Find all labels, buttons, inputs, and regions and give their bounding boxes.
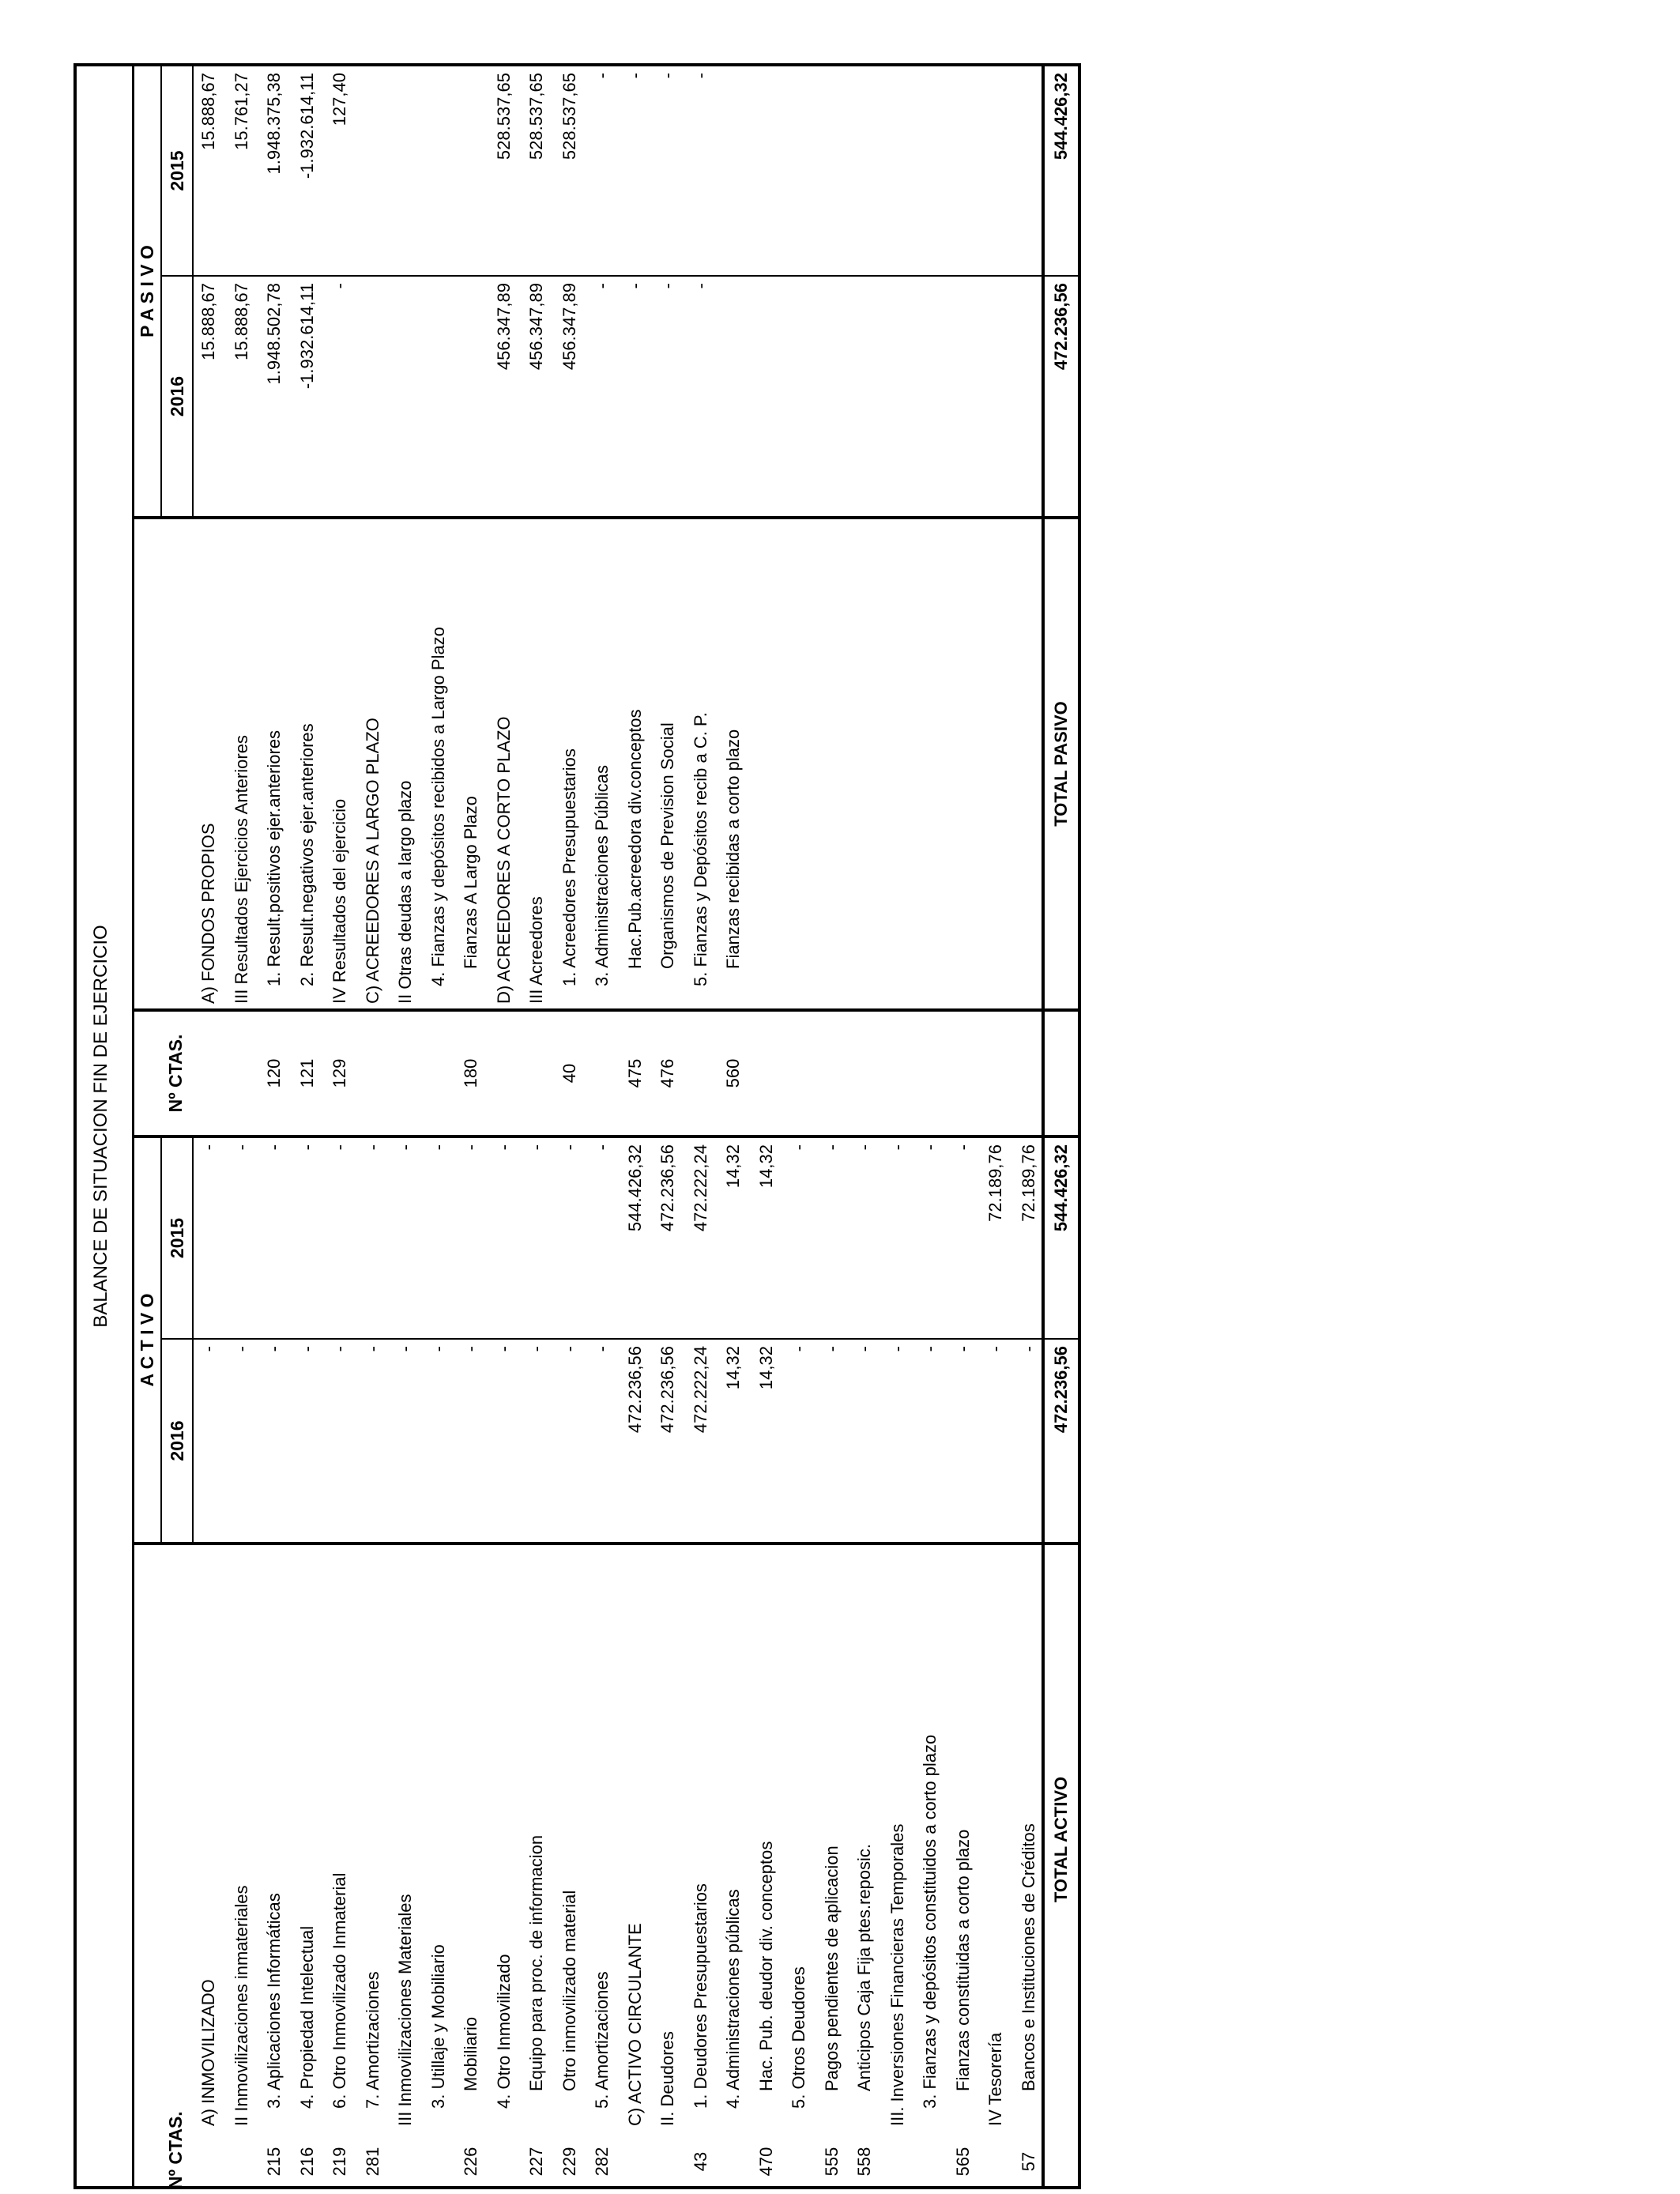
pasivo-2016-header: 2016 [167,375,187,417]
activo-row-2016: - [231,1346,251,1352]
pasivo-row-account [390,1012,420,1135]
pasivo-row-account [686,1012,716,1135]
activo-row-account: 281 [362,2147,382,2177]
activo-row-account [784,2134,814,2189]
activo-row-description: Anticipos Caja Fija ptes.reposic. [854,1843,874,2091]
pasivo-row-description: II Otras deudas a largo plazo [395,780,415,1004]
pasivo-row-account [489,1012,519,1135]
activo-row-2016: 14,32 [755,1346,776,1390]
activo-row-account [718,2134,748,2189]
pasivo-row-description: 3. Administraciones Públicas [592,764,612,986]
activo-row-description: 5. Amortizaciones [592,1971,612,2109]
pasivo-row-account [358,1012,388,1135]
activo-row-2016: - [330,1346,349,1352]
pasivo-row-2015: 15.761,27 [231,73,251,150]
activo-row-description: 3. Fianzas y depósitos constituidos a corto plazo [920,1734,940,2109]
activo-row-2015: 14,32 [723,1144,743,1189]
balance-sheet-page [73,63,1081,2189]
activo-row-account [424,2134,454,2189]
pasivo-row-description: Fianzas A Largo Plazo [461,796,480,969]
activo-row-description: A) INMOVILIZADO [198,1979,218,2126]
activo-row-2016: - [789,1346,808,1352]
activo-row-2016: 14,32 [723,1346,743,1390]
activo-row-2015: - [789,1144,808,1151]
pasivo-row-account [227,1012,257,1135]
activo-row-2016: - [559,1346,579,1352]
activo-row-2016: 472.236,56 [624,1346,645,1434]
activo-row-2015: - [821,1144,842,1151]
activo-row-2015: - [854,1144,874,1151]
pasivo-row-account: 129 [330,1058,349,1088]
activo-row-description: III. Inversiones Financieras Temporales [887,1823,907,2126]
pasivo-row-2016 [358,283,388,516]
pasivo-total-2015: 544.426,32 [1051,73,1071,160]
activo-row-2015: - [952,1144,973,1151]
activo-row-account: 565 [952,2147,973,2177]
activo-row-account: 219 [330,2147,349,2177]
activo-row-2015: - [526,1144,546,1151]
activo-row-2016: - [461,1346,480,1352]
pasivo-total-2016: 472.236,56 [1051,283,1071,371]
activo-row-2015: - [920,1144,940,1151]
activo-row-account: 57 [1018,2151,1038,2172]
activo-row-description: Bancos e Instituciones de Créditos [1018,1823,1038,2091]
pasivo-row-2015: - [657,73,677,79]
activo-row-account [653,2134,683,2189]
pasivo-row-account [522,1012,552,1135]
activo-account-header: Nº CTAS. [165,2111,186,2189]
activo-row-2015: 72.189,76 [985,1144,1005,1222]
activo-row-2015: - [461,1144,480,1151]
activo-row-2015: 472.222,24 [690,1144,710,1232]
pasivo-row-2015: 528.537,65 [493,73,514,160]
activo-row-2015: - [592,1144,612,1151]
pasivo-row-2015 [456,73,486,275]
activo-row-account: 229 [559,2147,579,2177]
pasivo-row-description: III Resultados Ejercicios Anteriores [231,735,251,1004]
pasivo-row-description: D) ACREEDORES A CORTO PLAZO [493,716,514,1004]
border-right [73,63,1081,66]
activo-row-account: 43 [690,2151,710,2172]
activo-row-description: Equipo para proc. de informacion [526,1834,546,2091]
pasivo-row-description: C) ACREEDORES A LARGO PLAZO [362,718,382,1004]
activo-row-2015: - [330,1144,349,1151]
activo-row-2016: - [493,1346,514,1352]
activo-row-description: II. Deudores [657,2031,677,2126]
pasivo-row-2015: 15.888,67 [198,73,218,150]
pasivo-row-account [424,1012,454,1135]
pasivo-row-2016: 1.948.502,78 [264,283,284,385]
pasivo-row-account: 560 [723,1058,743,1088]
activo-row-2016: - [296,1346,317,1352]
pasivo-row-2016 [718,283,748,516]
activo-row-account [489,2134,519,2189]
pasivo-row-2016: 456.347,89 [526,283,546,371]
activo-row-description: Mobiliario [461,2016,480,2091]
pasivo-row-2015: -1.932.614,11 [296,73,317,179]
activo-row-2015: - [559,1144,579,1151]
activo-row-description: 1. Deudores Presupuestarios [690,1883,710,2109]
activo-row-2016: - [592,1346,612,1352]
activo-row-2016: - [362,1346,382,1352]
pasivo-row-description: 2. Result.negativos ejer.anteriores [296,723,317,986]
pasivo-row-description: Hac.Pub.acreedora div.conceptos [624,709,645,969]
activo-2015-header: 2015 [167,1217,187,1259]
activo-row-2015: - [264,1144,284,1151]
pasivo-row-2016: - [690,283,710,289]
pasivo-row-2015: - [592,73,612,79]
pasivo-row-description: IV Resultados del ejercicio [330,798,349,1004]
activo-row-account: 282 [592,2147,612,2177]
activo-values-divider [132,1542,1081,1545]
pasivo-row-2016: - [592,283,612,289]
pasivo-row-2016: -1.932.614,11 [296,283,317,390]
activo-row-2015: - [362,1144,382,1151]
pasivo-row-2016: 15.888,67 [198,283,218,360]
pasivo-row-description: III Acreedores [526,896,546,1004]
activo-row-description: Fianzas constituidas a corto plazo [952,1829,973,2091]
pasivo-row-account: 120 [264,1058,284,1088]
pasivo-year-split [160,275,1078,277]
activo-row-description: 4. Propiedad Intelectual [296,1925,317,2109]
pasivo-row-2015 [718,73,748,275]
activo-row-2015: - [395,1144,415,1151]
activo-row-2015: 544.426,32 [624,1144,645,1232]
pasivo-row-2016 [456,283,486,516]
pasivo-row-2015: - [690,73,710,79]
activo-row-description: Pagos pendientes de aplicacion [821,1845,842,2091]
pasivo-row-2016: - [624,283,645,289]
activo-2016-header: 2016 [167,1420,187,1461]
activo-row-2016: - [821,1346,842,1352]
activo-pasivo-divider [132,1135,1081,1138]
pasivo-total-label: TOTAL PASIVO [1051,701,1071,827]
pasivo-row-2015 [424,73,454,275]
pasivo-section-header: P A S I V O [137,245,157,337]
pasivo-row-description: 1. Result.positivos ejer.anteriores [264,729,284,986]
activo-total-label: TOTAL ACTIVO [1051,1776,1071,1903]
pasivo-row-2015: 528.537,65 [559,73,579,160]
activo-row-account [390,2134,420,2189]
pasivo-row-account: 475 [624,1058,645,1088]
activo-row-2015: - [428,1144,448,1151]
pasivo-row-2016: - [330,283,349,289]
activo-row-account: 226 [461,2147,480,2177]
pasivo-row-2016 [390,283,420,516]
activo-row-account [227,2134,257,2189]
activo-row-2015: 472.236,56 [657,1144,677,1232]
pasivo-row-2016 [424,283,454,516]
activo-row-2016: - [395,1346,415,1352]
activo-row-description: IV Tesorería [985,2032,1005,2126]
activo-row-2016: - [854,1346,874,1352]
pasivo-row-2015 [358,73,388,275]
activo-total-2015: 544.426,32 [1051,1144,1071,1232]
activo-row-2015: 72.189,76 [1018,1144,1038,1222]
activo-row-description: 4. Administraciones públicas [723,1889,743,2109]
pasivo-row-description: Organismos de Prevision Social [657,722,677,969]
activo-row-description: 3. Utillaje y Mobiliario [428,1944,448,2109]
pasivo-row-description: 1. Acreedores Presupuestarios [559,748,579,986]
activo-row-2016: - [887,1346,907,1352]
activo-row-2015: 14,32 [755,1144,776,1189]
activo-row-description: 4. Otro Inmovilizado [493,1954,514,2109]
activo-row-2015: - [198,1144,218,1151]
pasivo-row-2016: 456.347,89 [559,283,579,371]
activo-row-account [915,2134,945,2189]
pasivo-row-2015: 127,40 [330,73,349,126]
pasivo-row-2015: - [624,73,645,79]
pasivo-row-account: 180 [461,1058,480,1088]
pasivo-row-2015 [390,73,420,275]
activo-row-description: 7. Amortizaciones [362,1971,382,2109]
pasivo-values-divider [132,516,1081,519]
pasivo-row-description: 4. Fianzas y depósitos recibidos a Largo Plazo [428,627,448,986]
activo-row-2016: 472.222,24 [690,1346,710,1434]
activo-row-description: C) ACTIVO CIRCULANTE [624,1923,645,2126]
border-bottom [1078,63,1081,2189]
activo-row-2016: - [264,1346,284,1352]
activo-row-2015: - [231,1144,251,1151]
activo-row-description: II Inmovilizaciones inmateriales [231,1885,251,2126]
activo-row-account: 215 [264,2147,284,2177]
page-title: BALANCE DE SITUACION FIN DE EJERCICIO [90,925,111,1328]
activo-row-account: 558 [854,2147,874,2177]
pasivo-row-2015: 1.948.375,38 [264,73,284,175]
pasivo-row-description: Fianzas recibidas a corto plazo [723,729,743,969]
pasivo-row-2016: 456.347,89 [493,283,514,371]
activo-row-account [981,2134,1011,2189]
activo-row-2015: - [887,1144,907,1151]
pasivo-row-description: A) FONDOS PROPIOS [198,823,218,1004]
pasivo-account-header: Nº CTAS. [165,1034,186,1113]
activo-row-account: 216 [296,2147,317,2177]
pasivo-row-2015: 528.537,65 [526,73,546,160]
activo-row-account: 470 [755,2147,776,2177]
activo-row-account [883,2134,913,2189]
activo-row-2016: - [526,1346,546,1352]
activo-total-2016: 472.236,56 [1051,1346,1071,1434]
activo-row-2016: - [428,1346,448,1352]
activo-row-account [194,2134,224,2189]
activo-row-description: Hac. Pub. deudor div. conceptos [755,1841,776,2091]
pasivo-row-description: 5. Fianzas y Depósitos recib a C. P. [690,712,710,986]
pasivo-2015-header: 2015 [167,150,187,191]
activo-row-description: 3. Aplicaciones Informáticas [264,1893,284,2109]
pasivo-row-account [194,1012,224,1135]
activo-row-account [620,2134,650,2189]
activo-row-description: III Inmovilizaciones Materiales [395,1894,415,2126]
activo-row-account: 227 [526,2147,546,2177]
activo-row-2016: - [1018,1346,1038,1352]
pasivo-row-account: 121 [296,1058,317,1088]
activo-row-2015: - [493,1144,514,1151]
activo-row-2016: 472.236,56 [657,1346,677,1434]
activo-row-description: Otro inmovilizado material [559,1890,579,2091]
pasivo-row-2016: 15.888,67 [231,283,251,360]
activo-year-split [160,1338,1078,1340]
pasivo-row-account: 476 [657,1058,677,1088]
pasivo-row-2016: - [657,283,677,289]
activo-row-description: 5. Otros Deudores [789,1966,808,2109]
activo-row-account: 555 [821,2147,842,2177]
activo-row-2016: - [198,1346,218,1352]
activo-section-header: A C T I V O [137,1293,157,1387]
pasivo-row-account [587,1012,617,1135]
activo-row-2016: - [920,1346,940,1352]
activo-row-description: 6. Otro Inmovilizado Inmaterial [330,1872,349,2109]
activo-row-2016: - [952,1346,973,1352]
activo-row-2015: - [296,1144,317,1151]
activo-row-2016: - [985,1346,1005,1352]
pasivo-row-account: 40 [559,1063,579,1084]
